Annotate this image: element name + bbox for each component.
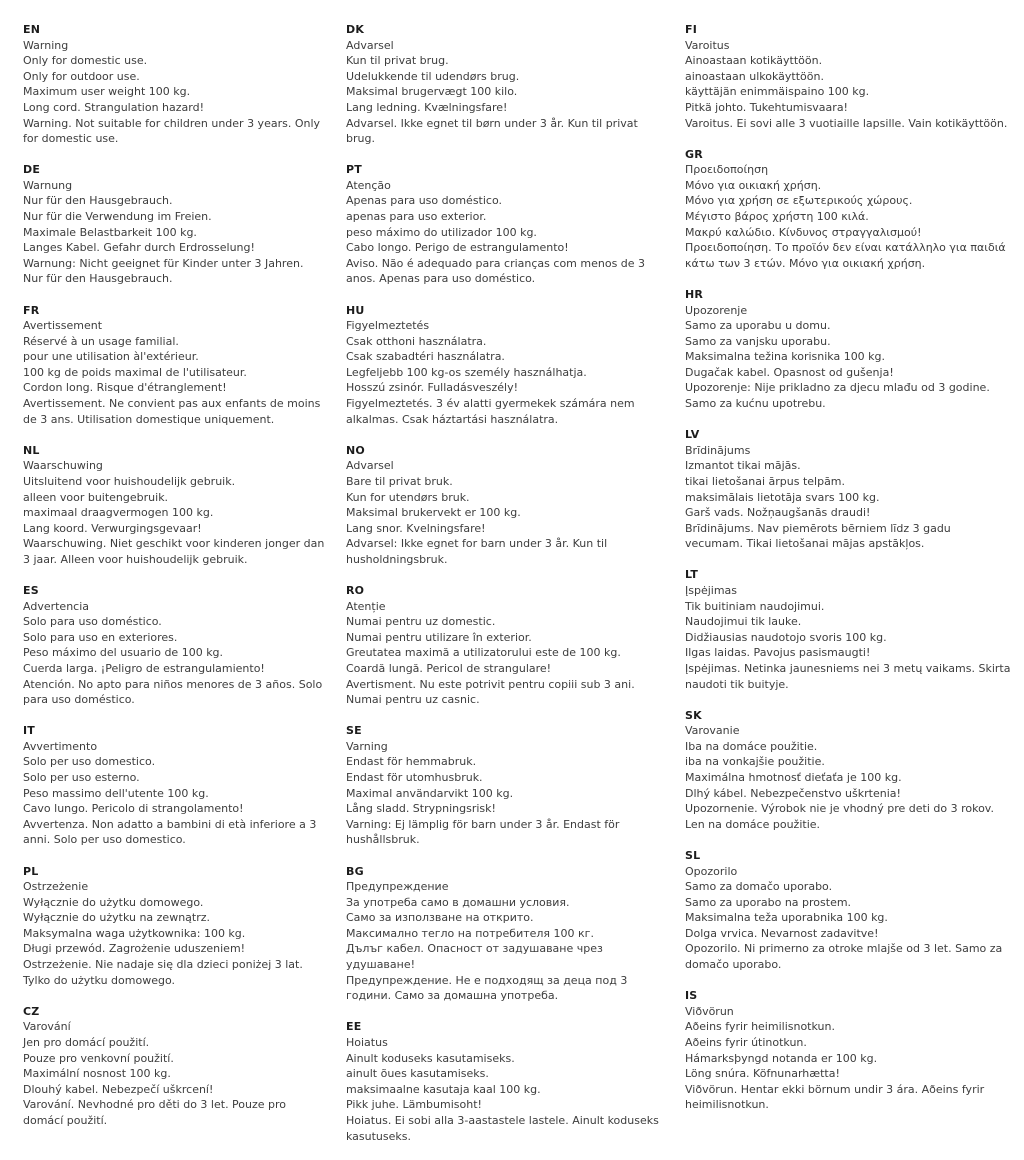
warning-text-line: maksimaalne kasutaja kaal 100 kg. xyxy=(346,1082,541,1096)
warning-text-line: Legfeljebb 100 kg-os személy használhatja. xyxy=(346,365,587,379)
language-code-label: NO xyxy=(346,443,365,457)
warning-text-line: Opozorilo. Ni primerno za otroke mlajše od 3 let. Samo za domačo uporabo. xyxy=(685,942,1003,972)
language-section-sk xyxy=(685,708,1011,833)
warning-text-line: Maksimal brukervekt er 100 kg. xyxy=(346,506,521,520)
warning-text-line: Warnung xyxy=(23,178,73,192)
warning-text-line: Atención. No apto para niños menores de 3 años. Solo para uso doméstico. xyxy=(23,677,323,707)
language-code-label: FR xyxy=(23,303,40,317)
warning-text-line: Figyelmeztetés. 3 év alatti gyermekek számára nem alkalmas. Csak háztartási használatra. xyxy=(346,397,635,426)
language-section-pt xyxy=(346,162,664,287)
language-code-label: FI xyxy=(685,23,698,36)
warning-text-line: Advarsel xyxy=(346,38,394,52)
warning-text-line: Warning. Not suitable for children under 3 years. Only for domestic use. xyxy=(23,116,321,146)
warning-text-line: Μακρύ καλώδιο. Κίνδυνος στραγγαλισμού! xyxy=(685,225,922,239)
warning-text-line: peso máximo do utilizador 100 kg. xyxy=(346,225,537,239)
warning-text-line: Only for domestic use. xyxy=(23,54,148,68)
warning-text-line: Hoiatus xyxy=(346,1035,388,1049)
warning-text-line: Warning xyxy=(23,38,69,52)
language-section-lv xyxy=(685,427,1011,552)
warning-text-line: Samo za uporabu u domu. xyxy=(685,319,831,333)
warning-text-line: Only for outdoor use. xyxy=(23,69,140,83)
warning-text-line: Kun for utendørs bruk. xyxy=(346,490,470,504)
warning-text-line: Varning xyxy=(346,739,388,753)
language-code-label: HR xyxy=(685,287,704,301)
warning-text-line: maximaal draagvermogen 100 kg. xyxy=(23,506,214,520)
warning-text-line: Avvertimento xyxy=(23,739,98,753)
language-section-cz xyxy=(23,1004,325,1129)
warning-text-line: Ainult koduseks kasutamiseks. xyxy=(346,1051,515,1065)
language-code-label: SE xyxy=(346,724,362,738)
warning-text-line: Endast för hemmabruk. xyxy=(346,755,477,769)
warning-text-line: Kun til privat brug. xyxy=(346,54,449,68)
warning-text-line: Peso máximo del usuario de 100 kg. xyxy=(23,646,224,660)
warning-text-line: Wyłącznie do użytku domowego. xyxy=(23,895,204,909)
warning-text-line: Apenas para uso doméstico. xyxy=(346,194,503,208)
warning-text-line: Upozorenje xyxy=(685,303,748,317)
warning-text-line: Lang koord. Verwurgingsgevaar! xyxy=(23,521,202,535)
language-code-label: EN xyxy=(23,23,41,36)
warning-text-line: Μόνο για χρήση σε εξωτερικούς χώρους. xyxy=(685,194,913,208)
warning-text-line: tikai lietošanai ārpus telpām. xyxy=(685,474,846,488)
warning-text-line: Lang snor. Kvelningsfare! xyxy=(346,521,486,535)
warning-text-line: Maximum user weight 100 kg. xyxy=(23,85,191,99)
language-code-label: GR xyxy=(685,147,703,161)
warning-text-line: Varování xyxy=(23,1020,71,1034)
warning-text-line: Aðeins fyrir útinotkun. xyxy=(685,1035,807,1049)
warning-text-line: Dlhý kábel. Nebezpečenstvo uškrtenia! xyxy=(685,786,901,800)
warning-text-line: pour une utilisation àl'extérieur. xyxy=(23,350,199,364)
language-section-bg xyxy=(346,864,664,1004)
language-code-label: PT xyxy=(346,163,362,177)
language-code-label: PL xyxy=(23,864,39,878)
warning-text-line: Aðeins fyrir heimilisnotkun. xyxy=(685,1020,835,1034)
language-code-label: LT xyxy=(685,568,699,582)
warning-text-line: ainoastaan ulkokäyttöön. xyxy=(685,69,824,83)
language-code-label: LV xyxy=(685,428,700,442)
warning-text-line: Varoitus. Ei sovi alle 3 vuotiaille lapsille. Vain kotikäyttöön. xyxy=(685,116,1008,130)
language-section-es xyxy=(23,583,325,708)
warning-text-line: Csak szabadtéri használatra. xyxy=(346,350,505,364)
warning-text-line: Hoiatus. Ei sobi alla 3-aastastele lastele. Ainult koduseks kasutuseks. xyxy=(346,1113,659,1143)
warning-text-line: Bare til privat bruk. xyxy=(346,474,453,488)
warning-text-line: Warnung: Nicht geeignet für Kinder unter 3 Jahren. Nur für den Hausgebrauch. xyxy=(23,256,304,286)
language-code-label: DE xyxy=(23,163,41,177)
language-section-en xyxy=(23,22,325,147)
warning-text-line: Lång sladd. Strypningsrisk! xyxy=(346,802,496,816)
warning-text-line: Solo para uso en exteriores. xyxy=(23,630,178,644)
warning-text-line: Atenție xyxy=(346,599,386,613)
warning-text-line: Cavo lungo. Pericolo di strangolamento! xyxy=(23,802,244,816)
warning-text-line: Cabo longo. Perigo de estrangulamento! xyxy=(346,241,569,255)
warning-text-line: Solo para uso doméstico. xyxy=(23,615,162,629)
warning-text-line: Lang ledning. Kvælningsfare! xyxy=(346,100,508,114)
text-column-3 xyxy=(685,22,1011,1160)
warning-text-line: Samo za vanjsku uporabu. xyxy=(685,334,831,348)
warning-text-line: Hosszú zsinór. Fulladásveszély! xyxy=(346,381,519,395)
warning-text-line: Dugačak kabel. Opasnost od gušenja! xyxy=(685,365,894,379)
warning-text-line: Samo za uporabo na prostem. xyxy=(685,895,852,909)
language-section-se xyxy=(346,723,664,848)
text-column-1 xyxy=(23,22,325,1160)
warning-text-line: Peso massimo dell'utente 100 kg. xyxy=(23,786,209,800)
warning-text-line: Numai pentru uz domestic. xyxy=(346,615,496,629)
warning-text-line: Avvertenza. Non adatto a bambini di età inferiore a 3 anni. Solo per uso domestico. xyxy=(23,817,317,847)
language-section-ro xyxy=(346,583,664,708)
warning-text-line: Waarschuwing xyxy=(23,459,103,473)
warning-text-line: Maximal användarvikt 100 kg. xyxy=(346,786,514,800)
warning-text-line: Waarschuwing. Niet geschikt voor kinderen jonger dan 3 jaar. Alleen voor huishoudelijk gebruik. xyxy=(23,537,325,566)
warning-text-line: Προειδοποίηση. Το προϊόν δεν είναι κατάλληλο για παιδιά κάτω των 3 ετών. Μόνο για οικιακή χρήση. xyxy=(685,241,1006,270)
warning-text-line: Hámarksþyngd notanda er 100 kg. xyxy=(685,1051,878,1065)
language-section-pl xyxy=(23,864,325,989)
warning-text-line: Maksymalna waga użytkownika: 100 kg. xyxy=(23,926,246,940)
warning-text-line: Advertencia xyxy=(23,599,90,613)
warning-text-line: Pitkä johto. Tukehtumisvaara! xyxy=(685,100,848,114)
language-section-ee xyxy=(346,1019,664,1144)
warning-text-line: Avertissement. Ne convient pas aux enfants de moins de 3 ans. Utilisation domestique uniquement. xyxy=(23,397,321,426)
warning-text-line: Długi przewód. Zagrożenie uduszeniem! xyxy=(23,942,246,956)
warning-text-line: maksimālais lietotāja svars 100 kg. xyxy=(685,490,880,504)
language-code-label: SK xyxy=(685,708,702,722)
warning-text-line: Didžiausias naudotojo svoris 100 kg. xyxy=(685,630,887,644)
text-column-2 xyxy=(346,22,664,1160)
warning-text-line: Garš vads. Nožņaugšanās draudi! xyxy=(685,506,871,520)
warning-text-line: Brīdinājums. Nav piemērots bērniem līdz 3 gadu vecumam. Tikai lietošanai mājas apstākļos. xyxy=(685,521,951,551)
warning-text-line: Viðvörun. Hentar ekki börnum undir 3 ára. Aðeins fyrir heimilisnotkun. xyxy=(685,1082,985,1112)
language-section-fr xyxy=(23,303,325,428)
language-section-dk xyxy=(346,22,664,147)
warning-text-line: Wyłącznie do użytku na zewnątrz. xyxy=(23,911,211,925)
warning-text-line: Long cord. Strangulation hazard! xyxy=(23,100,204,114)
warning-text-line: Maximální nosnost 100 kg. xyxy=(23,1067,171,1081)
warning-text-line: Samo za domačo uporabo. xyxy=(685,880,833,894)
warning-text-line: Maksimalna teža uporabnika 100 kg. xyxy=(685,911,888,925)
warning-text-line: Opozorilo xyxy=(685,864,738,878)
warning-text-line: Löng snúra. Köfnunarhætta! xyxy=(685,1067,840,1081)
warning-text-line: Įspėjimas. Netinka jaunesniems nei 3 metų vaikams. Skirta naudoti tik buityje. xyxy=(685,661,1011,691)
warning-text-line: Greutatea maximă a utilizatorului este de 100 kg. xyxy=(346,646,621,660)
warning-text-line: Advarsel: Ikke egnet for barn under 3 år. Kun til husholdningsbruk. xyxy=(346,537,608,566)
warning-text-line: Jen pro domácí použití. xyxy=(23,1035,150,1049)
warning-text-line: Предупреждение. Не е подходящ за деца под 3 години. Само за домашна употреба. xyxy=(346,973,628,1003)
warning-text-line: Varning: Ej lämplig för barn under 3 år. Endast för hushållsbruk. xyxy=(346,817,620,847)
warning-text-line: Tik buitiniam naudojimui. xyxy=(685,599,825,613)
warning-text-line: Réservé à un usage familial. xyxy=(23,334,179,348)
language-section-it xyxy=(23,723,325,848)
warning-text-line: Dolga vrvica. Nevarnost zadavitve! xyxy=(685,926,879,940)
warning-text-line: Brīdinājums xyxy=(685,443,751,457)
warning-text-line: Numai pentru utilizare în exterior. xyxy=(346,630,532,644)
warning-text-line: Upozornenie. Výrobok nie je vhodný pre deti do 3 rokov. Len na domáce použitie. xyxy=(685,802,994,831)
warning-text-line: За употреба само в домашни условия. xyxy=(346,895,570,909)
warning-text-line: Dlouhý kabel. Nebezpečí uškrcení! xyxy=(23,1082,214,1096)
warning-text-line: alleen voor buitengebruik. xyxy=(23,490,169,504)
warning-text-line: Izmantot tikai mājās. xyxy=(685,459,801,473)
warning-text-line: Udelukkende til udendørs brug. xyxy=(346,69,520,83)
warning-text-line: Aviso. Não é adequado para crianças com menos de 3 anos. Apenas para uso doméstico. xyxy=(346,256,646,286)
warning-text-line: Avertissement xyxy=(23,319,103,333)
warning-text-line: Viðvörun xyxy=(685,1004,734,1018)
language-section-gr xyxy=(685,147,1011,272)
warning-text-line: Μέγιστο βάρος χρήστη 100 κιλά. xyxy=(685,210,869,224)
warning-text-line: Upozorenje: Nije prikladno za djecu mlađu od 3 godine. Samo za kućnu upotrebu. xyxy=(685,381,990,411)
warning-text-line: Iba na domáce použitie. xyxy=(685,739,818,753)
warning-text-line: Pouze pro venkovní použití. xyxy=(23,1051,174,1065)
warning-text-line: Advarsel. Ikke egnet til børn under 3 år. Kun til privat brug. xyxy=(346,116,638,146)
warning-text-line: Varovanie xyxy=(685,724,740,738)
language-code-label: DK xyxy=(346,23,365,36)
language-code-label: ES xyxy=(23,584,39,597)
warning-text-line: Cuerda larga. ¡Peligro de estrangulamiento! xyxy=(23,661,265,675)
warning-text-line: Maximálna hmotnosť dieťaťa je 100 kg. xyxy=(685,771,902,785)
warning-text-line: Ainoastaan kotikäyttöön. xyxy=(685,54,823,68)
warning-text-line: Nur für die Verwendung im Freien. xyxy=(23,210,212,224)
warning-text-line: Solo per uso esterno. xyxy=(23,771,140,785)
warning-text-line: Varoitus xyxy=(685,38,730,52)
warning-text-line: Само за използване на открито. xyxy=(346,911,534,925)
language-code-label: SL xyxy=(685,848,701,862)
warning-text-line: Ostrzeżenie. Nie nadaje się dla dzieci poniżej 3 lat. Tylko do użytku domowego. xyxy=(23,958,303,987)
warning-text-line: Varování. Nevhodné pro děti do 3 let. Pouze pro domácí použití. xyxy=(23,1098,287,1127)
warning-text-line: Ostrzeżenie xyxy=(23,880,89,894)
language-code-label: IS xyxy=(685,989,698,1003)
warning-text-line: apenas para uso exterior. xyxy=(346,210,487,224)
warning-text-line: Solo per uso domestico. xyxy=(23,755,156,769)
warning-text-line: ainult õues kasutamiseks. xyxy=(346,1067,489,1081)
warning-text-line: Дълъг кабел. Опасност от задушаване чрез удушаване! xyxy=(346,942,603,972)
warning-text-line: Μόνο για οικιακή χρήση. xyxy=(685,178,822,192)
warning-text-line: iba na vonkajšie použitie. xyxy=(685,755,825,769)
warning-text-line: Pikk juhe. Lämbumisoht! xyxy=(346,1098,482,1112)
language-section-hr xyxy=(685,287,1011,412)
warning-text-line: Coardă lungă. Pericol de strangulare! xyxy=(346,661,552,675)
warning-text-line: 100 kg de poids maximal de l'utilisateur. xyxy=(23,365,247,379)
warning-text-line: käyttäjän enimmäispaino 100 kg. xyxy=(685,85,870,99)
language-section-fi xyxy=(685,22,1011,131)
warning-text-line: Avertisment. Nu este potrivit pentru copiii sub 3 ani. Numai pentru uz casnic. xyxy=(346,677,635,707)
warning-text-line: Uitsluitend voor huishoudelijk gebruik. xyxy=(23,474,236,488)
warning-text-line: Įspėjimas xyxy=(685,584,738,597)
warning-text-line: Nur für den Hausgebrauch. xyxy=(23,194,173,208)
warning-text-line: Maksimal brugervægt 100 kilo. xyxy=(346,85,518,99)
warning-text-line: Figyelmeztetés xyxy=(346,319,430,333)
language-code-label: EE xyxy=(346,1020,362,1034)
language-section-de xyxy=(23,162,325,287)
warning-text-line: Atenção xyxy=(346,178,391,192)
warning-text-line: Предупреждение xyxy=(346,880,449,894)
language-section-lt xyxy=(685,567,1011,692)
warning-text-line: Advarsel xyxy=(346,459,394,473)
warning-text-line: Προειδοποίηση xyxy=(685,163,769,177)
language-code-label: HU xyxy=(346,303,365,317)
warning-text-line: Maximale Belastbarkeit 100 kg. xyxy=(23,225,197,239)
language-code-label: RO xyxy=(346,584,365,597)
language-section-is xyxy=(685,988,1011,1113)
warning-text-line: Langes Kabel. Gefahr durch Erdrosselung! xyxy=(23,241,255,255)
warning-text-line: Ilgas laidas. Pavojus pasismaugti! xyxy=(685,646,871,660)
language-section-no xyxy=(346,443,664,568)
warning-text-line: Naudojimui tik lauke. xyxy=(685,615,802,629)
language-section-nl xyxy=(23,443,325,568)
warning-text-line: Csak otthoni használatra. xyxy=(346,334,487,348)
warning-text-line: Максимално тегло на потребителя 100 кг. xyxy=(346,926,594,940)
language-code-label: NL xyxy=(23,443,40,457)
language-section-hu xyxy=(346,303,664,428)
warning-text-line: Endast för utomhusbruk. xyxy=(346,771,483,785)
language-code-label: IT xyxy=(23,724,35,738)
warning-text-line: Cordon long. Risque d'étranglement! xyxy=(23,381,227,395)
language-code-label: CZ xyxy=(23,1004,40,1018)
warning-text-line: Maksimalna težina korisnika 100 kg. xyxy=(685,350,886,364)
language-code-label: BG xyxy=(346,864,364,878)
language-section-sl xyxy=(685,848,1011,973)
